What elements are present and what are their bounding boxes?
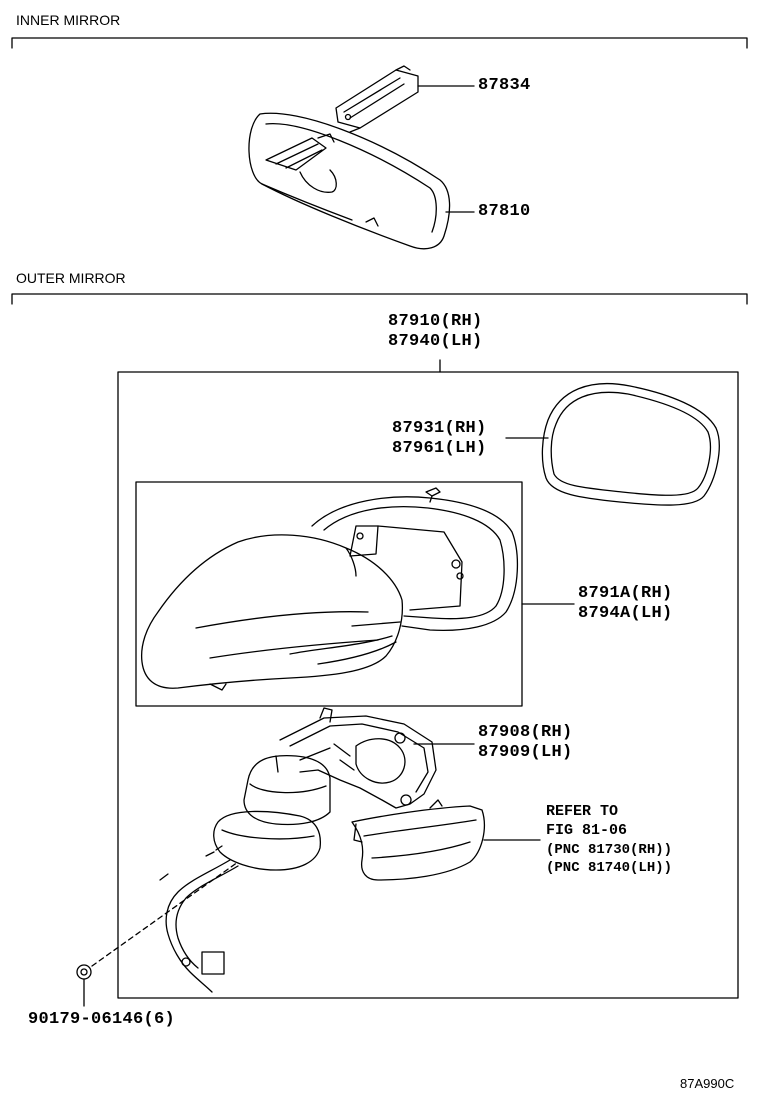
wire-harness-drawing: [166, 846, 238, 992]
inner-section-bracket: [12, 38, 747, 48]
reference-line-1: REFER TO: [546, 803, 619, 820]
part-number-glass-lh[interactable]: 87961(LH): [392, 439, 487, 458]
outer-section-bracket: [12, 294, 747, 304]
part-number-nut[interactable]: 90179-06146(6): [28, 1010, 176, 1029]
part-number-cover-rh[interactable]: 8791A(RH): [578, 584, 673, 603]
inner-mirror-87810-drawing: [249, 113, 450, 248]
reference-line-3[interactable]: (PNC 81730(RH)): [546, 842, 673, 858]
reference-line-4[interactable]: (PNC 81740(LH)): [546, 860, 673, 876]
mirror-base-drawing: [214, 708, 436, 870]
part-number-base-lh[interactable]: 87909(LH): [478, 743, 573, 762]
part-number-assembly-rh[interactable]: 87910(RH): [388, 312, 483, 331]
part-number-assembly-lh[interactable]: 87940(LH): [388, 332, 483, 351]
part-number-glass-rh[interactable]: 87931(RH): [392, 419, 487, 438]
turn-signal-lamp-drawing: [352, 800, 484, 880]
mount-cover-87834-drawing: [336, 66, 418, 132]
diagram-code: 87A990C: [680, 1076, 735, 1091]
nut-drawing: [77, 862, 238, 1006]
section-label-outer-mirror: OUTER MIRROR: [16, 270, 126, 286]
part-number-cover-lh[interactable]: 8794A(LH): [578, 604, 673, 623]
part-number-87810[interactable]: 87810: [478, 202, 531, 221]
section-label-inner-mirror: INNER MIRROR: [16, 12, 121, 28]
reference-line-2[interactable]: FIG 81-06: [546, 822, 628, 839]
mirror-cover-drawing: [142, 488, 518, 690]
part-number-87834[interactable]: 87834: [478, 76, 531, 95]
part-number-base-rh[interactable]: 87908(RH): [478, 723, 573, 742]
mirror-glass-drawing: [542, 384, 719, 506]
